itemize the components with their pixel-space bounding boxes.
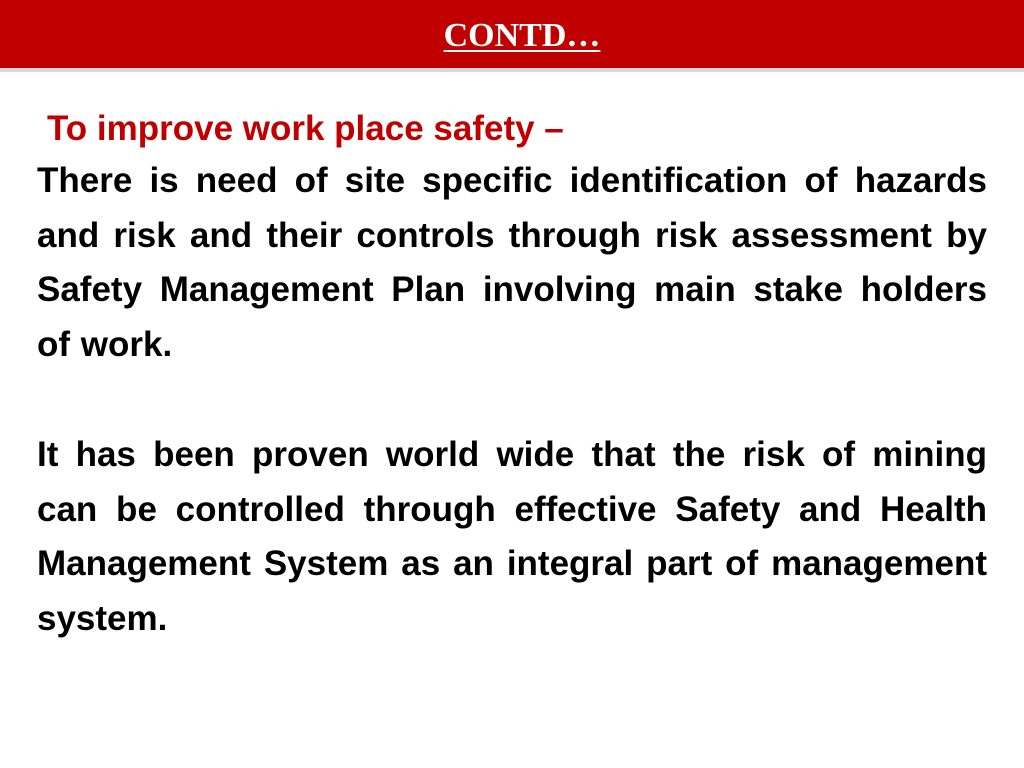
paragraph-hazard-identification: There is need of site specific identification of hazards and risk and their controls through risk assessment by Safety Management Plan involving main stake holders of work.	[37, 161, 987, 364]
subheading: To improve work place safety –	[47, 109, 564, 148]
paragraph-spacer	[37, 372, 987, 428]
slide-content	[37, 104, 987, 646]
title-bar	[0, 0, 1024, 72]
slide-title-container	[0, 16, 1024, 56]
paragraph-safety-management-system: It has been proven world wide that the risk of mining can be controlled through effective Safety and Health Management System as an integral part of management system.	[37, 435, 987, 638]
slide-title: CONTD…	[443, 17, 601, 54]
